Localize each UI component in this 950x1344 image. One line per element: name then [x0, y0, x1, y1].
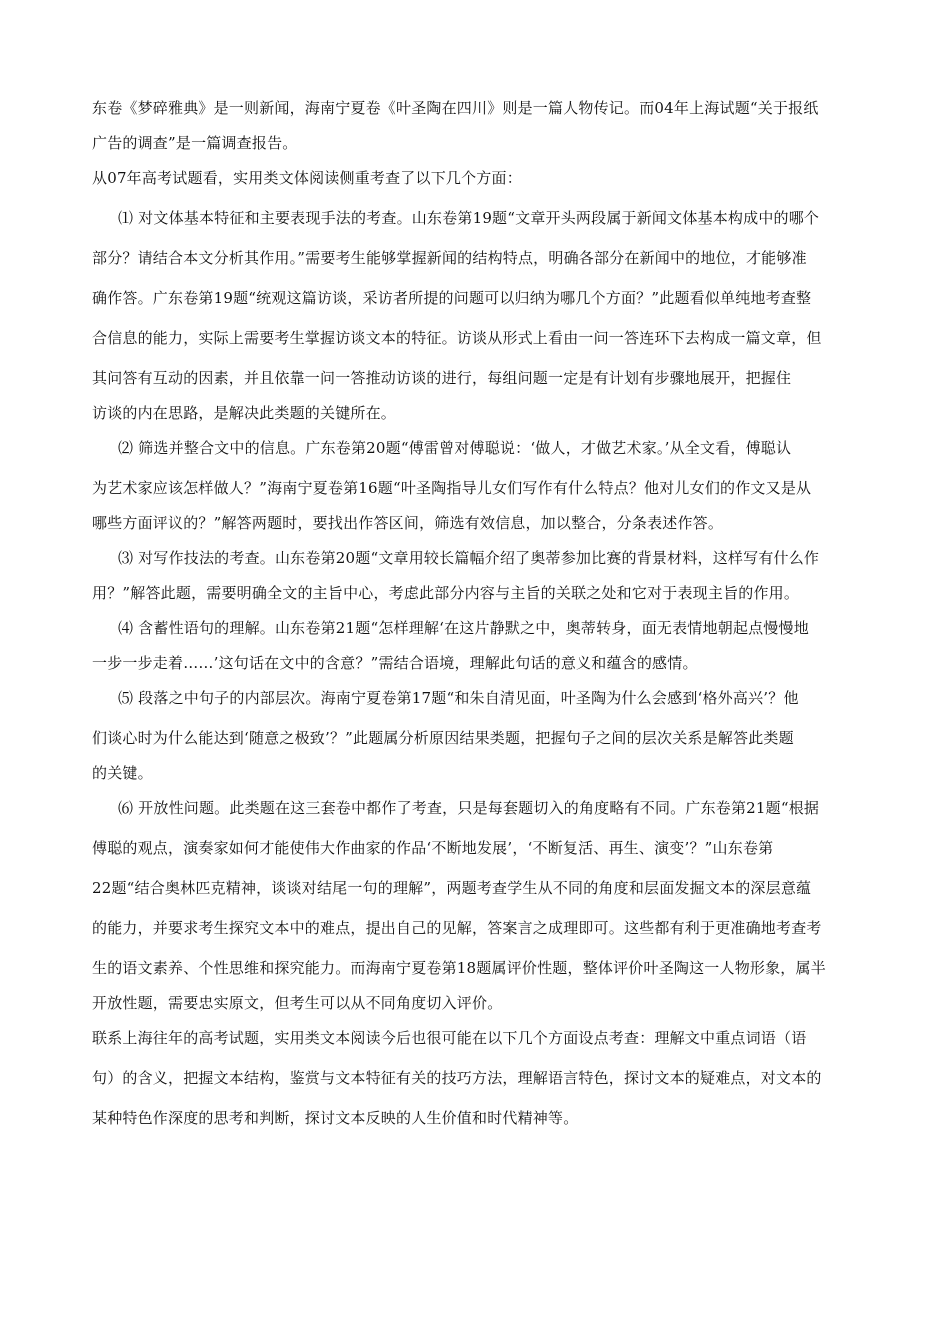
text-line: 句）的含义，把握文本结构，鉴赏与文本特征有关的技巧方法，理解语言特色，探讨文本的疑难点，对文本的	[92, 1069, 822, 1087]
paragraph-conclusion	[92, 1018, 904, 1138]
text-line: 生的语文素养、个性思维和探究能力。而海南宁夏卷第18题属评价性题，整体评价叶圣陶这一人物形象，属半	[92, 959, 826, 977]
text-line: 傅聪的观点，演奏家如何才能使伟大作曲家的作品‘不断地发展’，‘不断复活、再生、演变’？”山东卷第	[92, 839, 774, 857]
text-line: 为艺术家应该怎样做人？”海南宁夏卷第16题“叶圣陶指导儿女们写作有什么特点？他对儿女们的作文又是从	[92, 479, 812, 497]
text-line: 确作答。广东卷第19题“统观这篇访谈，采访者所提的问题可以归纳为哪几个方面？”此题看似单纯地考查整	[92, 289, 812, 307]
text-line: 合信息的能力，实际上需要考生掌握访谈文本的特征。访谈从形式上看由一问一答连环下去构成一篇文章，但	[92, 329, 822, 347]
paragraph-point-5	[92, 678, 904, 788]
text-line: 东卷《梦碎雅典》是一则新闻，海南宁夏卷《叶圣陶在四川》则是一篇人物传记。而04年上海试题“关于报纸	[92, 99, 819, 117]
text-line: 一步一步走着……’这句话在文中的含意？”需结合语境，理解此句话的意义和蕴含的感情。	[92, 654, 698, 672]
paragraph-point-1	[92, 198, 904, 428]
text-line: 哪些方面评议的？”解答两题时，要找出作答区间，筛选有效信息，加以整合，分条表述作答。	[92, 514, 724, 532]
text-line: ⑶ 对写作技法的考查。山东卷第20题“文章用较长篇幅介绍了奥蒂参加比赛的背景材料，这样写有什么作	[118, 549, 820, 567]
text-line: ⑹ 开放性问题。此类题在这三套卷中都作了考查，只是每套题切入的角度略有不同。广东卷第21题“根据	[118, 799, 820, 817]
paragraph-point-2	[92, 428, 904, 538]
paragraph-point-6	[92, 788, 904, 1018]
text-line: ⑵ 筛选并整合文中的信息。广东卷第20题“傅雷曾对傅聪说：‘做人，才做艺术家。’从全文看，傅聪认	[118, 439, 792, 457]
text-line: 开放性题，需要忠实原文，但考生可以从不同角度切入评价。	[92, 994, 503, 1012]
paragraph-point-4	[92, 608, 904, 678]
paragraph-point-3	[92, 538, 904, 608]
text-line: 联系上海往年的高考试题，实用类文本阅读今后也很可能在以下几个方面设点考查：理解文中重点词语（语	[92, 1029, 807, 1047]
text-line: ⑴ 对文体基本特征和主要表现手法的考查。山东卷第19题“文章开头两段属于新闻文体基本构成中的哪个	[118, 209, 820, 227]
text-line: 某种特色作深度的思考和判断，探讨文本反映的人生价值和时代精神等。	[92, 1109, 579, 1127]
text-line: 访谈的内在思路，是解决此类题的关键所在。	[92, 404, 397, 422]
text-line: ⑷ 含蓄性语句的理解。山东卷第21题“怎样理解‘在这片静默之中，奥蒂转身，面无表情地朝起点慢慢地	[118, 619, 809, 637]
text-line: 的能力，并要求考生探究文本中的难点，提出自己的见解，答案言之成理即可。这些都有利于更准确地考查考	[92, 919, 822, 937]
text-line: 其问答有互动的因素，并且依靠一问一答推动访谈的进行，每组问题一定是有计划有步骤地展开，把握住	[92, 369, 792, 387]
text-line: 的关键。	[92, 764, 153, 782]
text-line: 用？”解答此题，需要明确全文的主旨中心，考虑此部分内容与主旨的关联之处和它对于表现主旨的作用。	[92, 584, 800, 602]
paragraph-overview	[92, 158, 904, 198]
paragraph-intro	[92, 88, 904, 158]
text-line: 们谈心时为什么能达到‘随意之极致’？”此题属分析原因结果类题，把握句子之间的层次关系是解答此类题	[92, 729, 794, 747]
text-line: 从07年高考试题看，实用类文体阅读侧重考查了以下几个方面：	[92, 169, 522, 187]
document-page	[92, 88, 904, 1138]
text-line: 部分？请结合本文分析其作用。”需要考生能够掌握新闻的结构特点，明确各部分在新闻中的地位，才能够准	[92, 249, 807, 267]
text-line: ⑸ 段落之中句子的内部层次。海南宁夏卷第17题“和朱自清见面，叶圣陶为什么会感到‘格外高兴’？他	[118, 689, 799, 707]
text-line: 广告的调查”是一篇调查报告。	[92, 134, 298, 152]
text-line: 22题“结合奥林匹克精神，谈谈对结尾一句的理解”，两题考查学生从不同的角度和层面发掘文本的深层意蕴	[92, 879, 812, 897]
